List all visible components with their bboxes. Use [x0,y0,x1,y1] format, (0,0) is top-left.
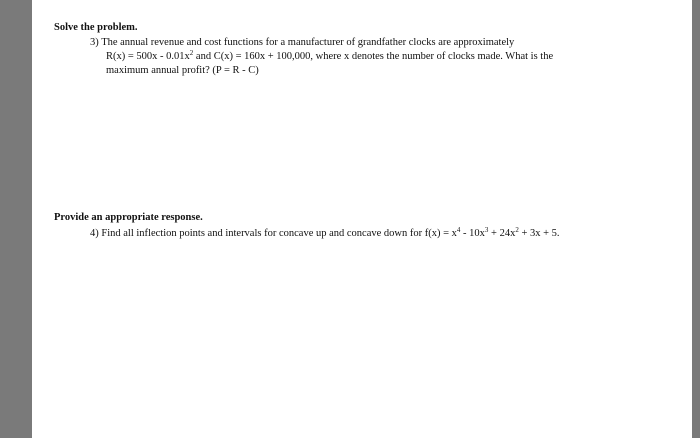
exponent: 4 [456,226,461,234]
problem-4-line-1 [90,227,670,241]
exponent: 2 [515,226,519,234]
problem-text: The annual revenue and cost functions for a manufacturer of grandfather clocks are approximately [101,37,515,48]
problem-3-line-3 [90,64,670,78]
problem-number: 3) [90,37,99,48]
document-page [32,0,692,438]
problem-3-line-1 [90,36,670,50]
problem-number: 4) [90,228,99,239]
problem-text: Find all inflection points and intervals for concave up and concave down for f(x) = x [101,228,457,239]
problem-question-text: maximum annual profit? (P = R - C) [106,65,259,77]
revenue-function-text: R(x) = 500x - 0.01x [106,51,190,63]
section-heading-solve: Solve the problem. [54,22,138,33]
problem-text: + 3x + 5. [518,228,560,239]
problem-4 [90,227,670,241]
problem-3-line-2 [90,50,670,64]
section-heading-provide: Provide an appropriate response. [54,212,203,223]
cost-function-text: and C(x) = 160x + 100,000, where x denotes the number of clocks made. What is the [193,51,554,63]
problem-text: - 10x [460,228,485,239]
problem-text: + 24x [488,228,516,239]
problem-3 [90,36,670,79]
exponent: 2 [189,49,194,58]
exponent: 3 [484,226,489,234]
